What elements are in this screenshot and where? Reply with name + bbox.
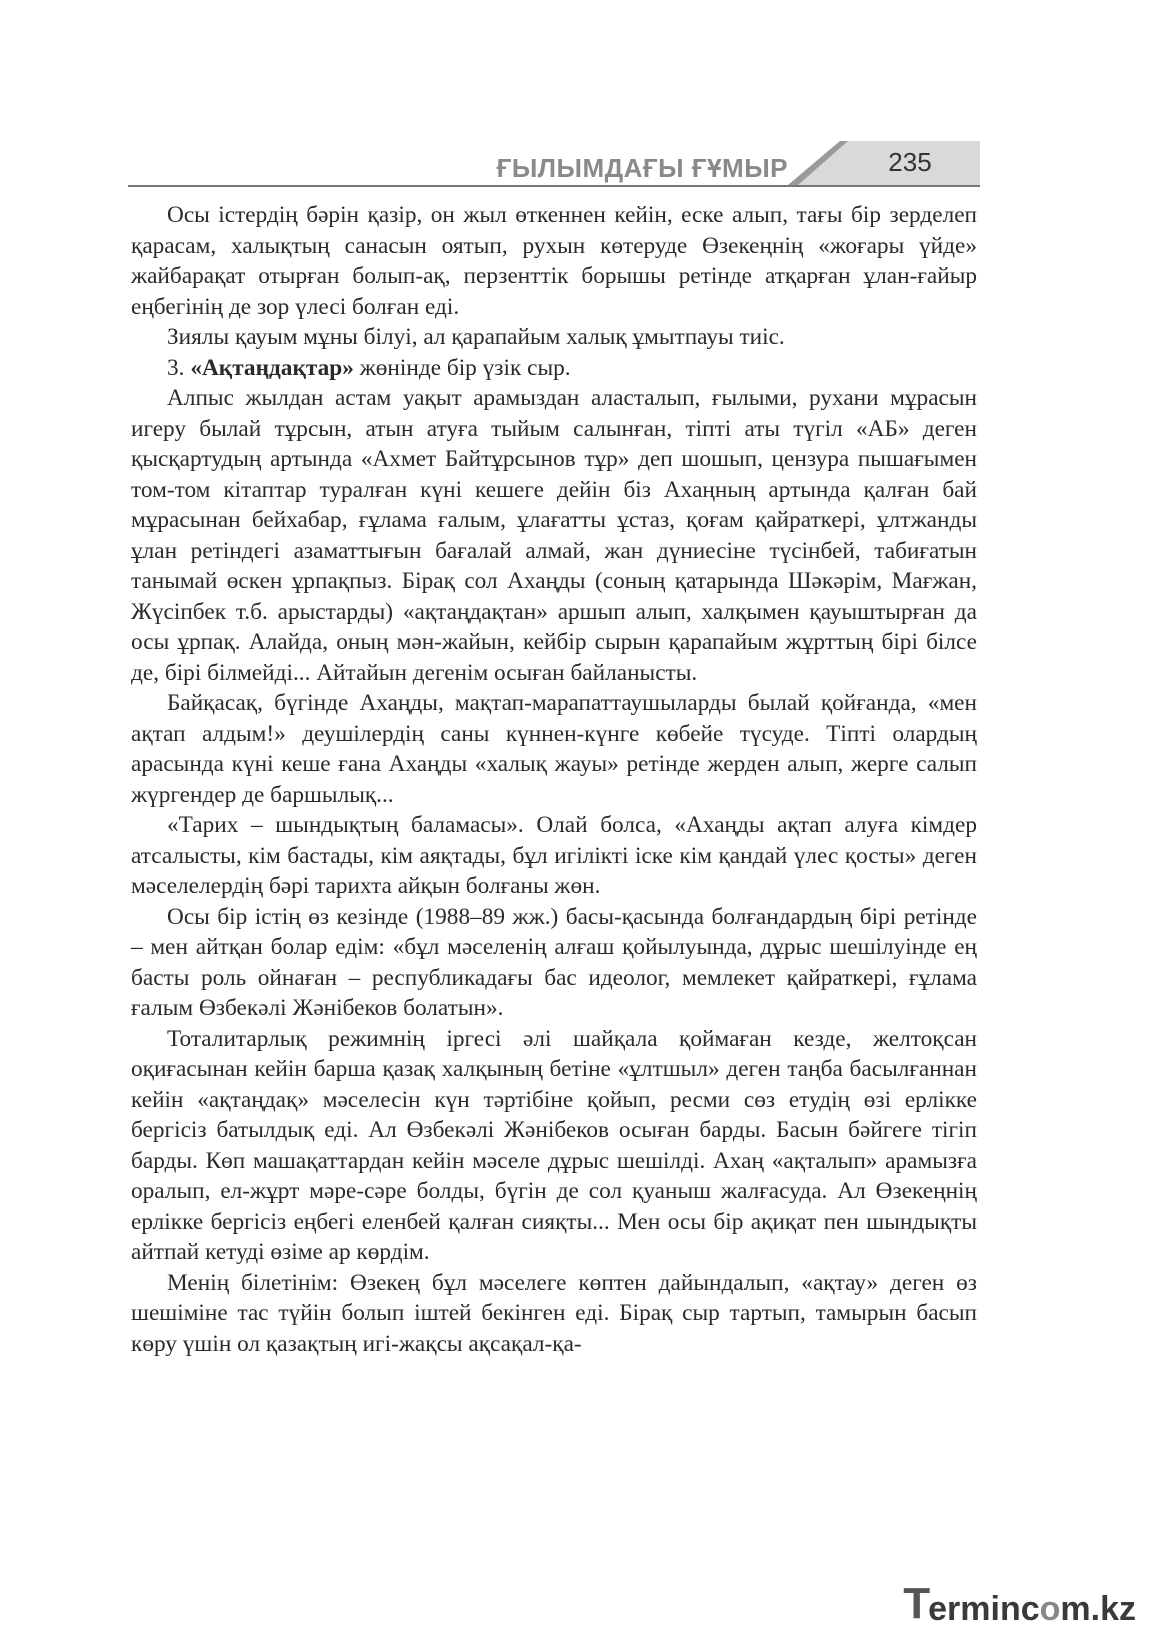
running-header — [128, 135, 980, 187]
paragraph-7: Тоталитарлық режимнің іргесі әлі шайқала қоймаған кезде, желтоқсан оқиғасынан кейін барша қазақ халқының бетіне «ұлтшыл» деген таңба басылғаннан кейін «ақтаңдақ» мәселесін күн тәртібіне қойып, ресми сөз етудің өзі ерлікке бергісіз батылдық еді. Ал Өзбекәлі Жәнібеков осыған барды. Басын бәйгеге тігіп барды. Көп машақаттардан кейін мәселе дұрыс шешілді. Ахаң «ақталып» арамызға оралып, ел-жұрт мәре-сәре болды, бүгін де сол қуаныш жалғасуда. Ал Өзекеңнің ерлікке бергісіз еңбегі еленбей қалған сияқты... Мен осы бір ақиқат пен шындықты айтпай кетуді өзіме ар көрдім. — [131, 1025, 977, 1265]
watermark-o: o — [1039, 1590, 1061, 1628]
running-header-title: ҒЫЛЫМДАҒЫ ҒҰМЫР — [496, 153, 788, 183]
watermark-tail: m.kz — [1060, 1590, 1136, 1628]
paragraph-3: Алпыс жылдан астам уақыт арамыздан аласталып, ғылыми, рухани мұрасын игеру былай тұрсын, атын атуға тыйым салынған, тіпті аты түгіл «АБ» деген қысқартудың артында «Ахмет Байтұрсынов тұр» деп шошып, цензура пышағымен том-том кітаптар туралған күні кешеге дейін біз Ахаңның артында қалған бай мұрасынан бейхабар, ғұлама ғалым, ұлағатты ұстаз, қоғам қайраткері, ұлтжанды ұлан ретіндегі азаматтығын бағалай алмай, жан дүниесіне түсінбей, табиғатын танымай өскен ұрпақпыз. Бірақ сол Ахаңды (соның қатарында Шәкәрім, Мағжан, Жүсіпбек т.б. арыстарды) «ақтаңдақтан» аршып алып, халқымен қауыштырған да осы ұрпақ. Алайда, оның мән-жайын, кейбір сырын қарапайым жұрттың бірі білсе де, бірі білмейді... Айтайын дегенім осыған байланысты. — [131, 385, 977, 686]
section-heading — [131, 353, 977, 384]
body-text — [131, 200, 977, 1359]
termincom-watermark — [903, 1579, 1136, 1629]
section-subtitle: жөнінде бір үзік сыр. — [359, 354, 571, 381]
paragraph-6: Осы бір істің өз кезінде (1988–89 жж.) басы-қасында болғандардың бірі ретінде – мен айтқан болар едім: «бұл мәселенің алғаш қойылуында, дұрыс шешілуінде ең басты роль ойнаған – республикадағы бас идеолог, мемлекет қайраткері, ғұлама ғалым Өзбекәлі Жәнібеков болатын». — [131, 903, 977, 1021]
paragraph-1: Осы істердің бәрін қазір, он жыл өткеннен кейін, еске алып, тағы бір зерделеп қарасам, халықтың санасын оятып, рухын көтеруде Өзекеңнің «жоғары үйде» жайбарақат отырған болып-ақ, перзенттік борышы ретінде атқарған ұлан-ғайыр еңбегінің де зор үлесі болған еді. — [131, 202, 977, 320]
header-rule — [128, 185, 980, 187]
paragraph-2: Зиялы қауым мұны білуі, ал қарапайым халық ұмытпауы тиіс. — [167, 324, 785, 350]
paragraph-5: «Тарих – шындықтың баламасы». Олай болса, «Ахаңды ақтап алуға кімдер атсалысты, кім бастады, кім аяқтады, бұл игілікті іске кім қандай үлес қосты» деген мәселелердің бәрі тарихта айқын болғаны жөн. — [131, 812, 977, 899]
page-number: 235 — [888, 147, 932, 177]
watermark-t: T — [903, 1579, 931, 1628]
paragraph-8: Менің білетінім: Өзекең бұл мәселеге көптен дайындалып, «ақтау» деген өз шешіміне тас түйін болып іштей бекінген еді. Бірақ сыр тартып, тамырын басып көру үшін ол қазақтың игі-жақсы ақсақал-қа- — [131, 1269, 977, 1357]
watermark-text: erminc — [928, 1590, 1040, 1628]
section-title: «Ақтаңдақтар» — [190, 354, 354, 381]
paragraph-4: Байқасақ, бүгінде Ахаңды, мақтап-марапаттаушыларды былай қойғанда, «мен ақтап алдым!» деушілердің саны күннен-күнге көбейе түсуде. Тіпті олардың арасында күні кеше ғана Ахаңды «халық жауы» ретінде жерден алып, жерге салып жүргендер де баршылық... — [131, 690, 977, 808]
section-number: 3. — [167, 354, 185, 381]
page-number-tab — [840, 141, 980, 185]
